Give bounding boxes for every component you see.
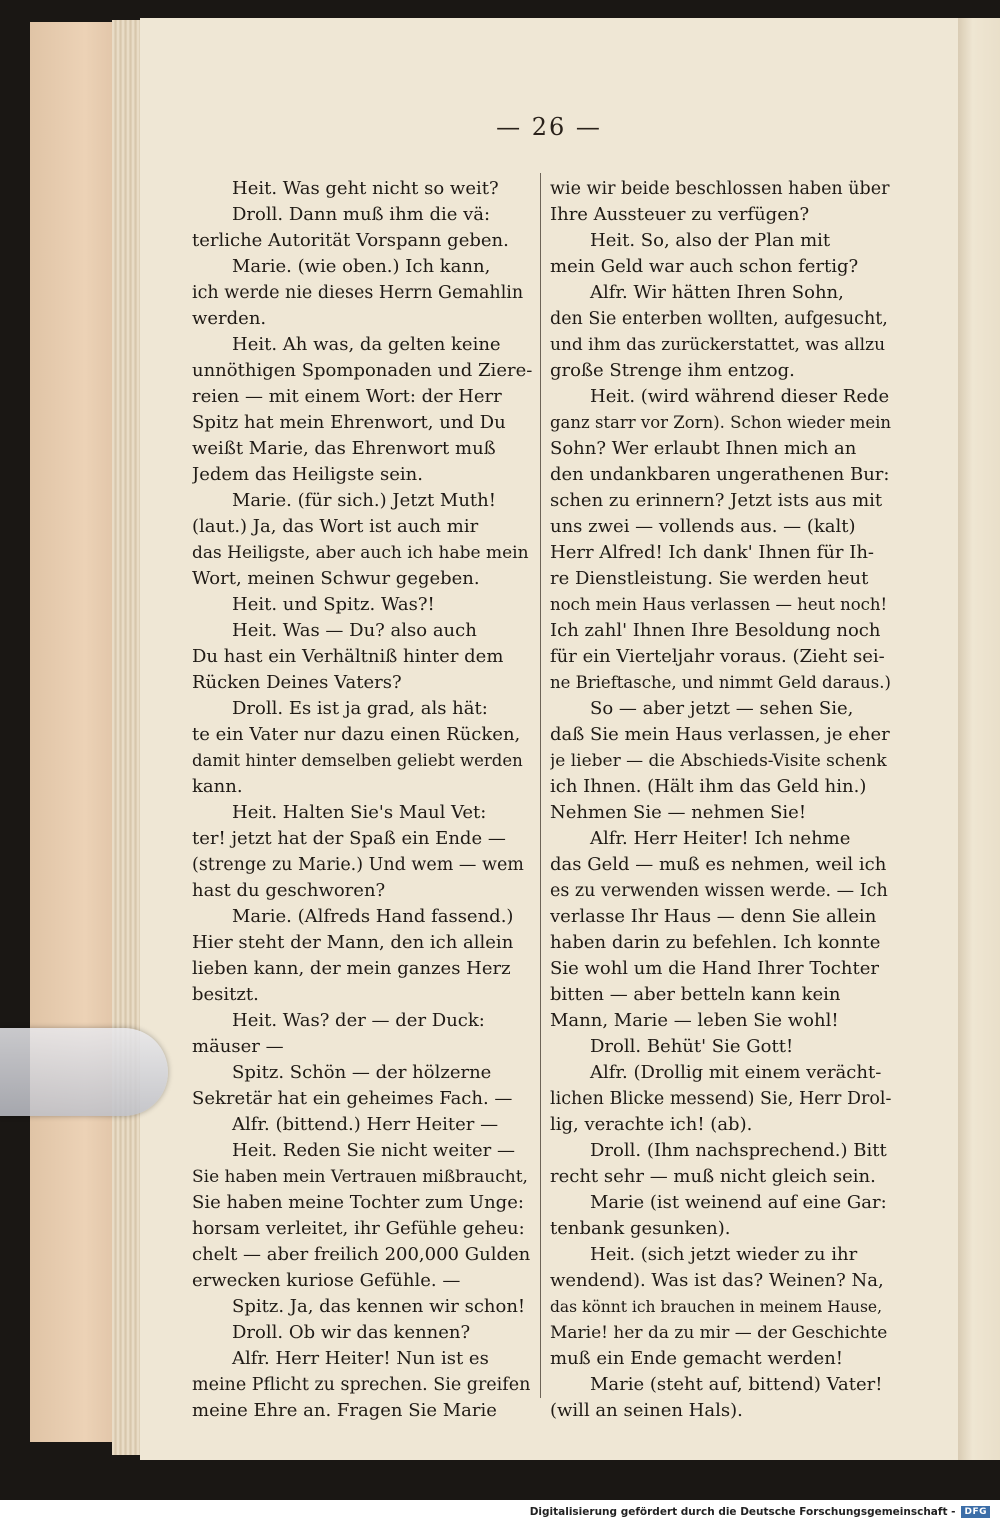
text-line: mein Geld war auch schon fertig? (550, 256, 859, 277)
text-line: Heit. Was? der — der Duck: (232, 1010, 485, 1031)
text-line: das könnt ich brauchen in meinem Hause, (550, 1298, 883, 1316)
text-line: Droll. Behüt' Sie Gott! (590, 1036, 794, 1057)
text-line: daß Sie mein Haus verlassen, je eher (550, 724, 890, 745)
text-line: lieben kann, der mein ganzes Herz (192, 958, 511, 979)
text-line: Mann, Marie — leben Sie wohl! (550, 1010, 839, 1031)
text-line: das Geld — muß es nehmen, weil ich (550, 854, 887, 875)
facing-page-edge (958, 18, 1000, 1460)
text-line: und ihm das zurückerstattet, was allzu (550, 335, 886, 355)
text-line: Heit. Halten Sie's Maul Vet: (232, 802, 487, 823)
text-line: tenbank gesunken). (550, 1218, 731, 1239)
page-number: — 26 — (496, 113, 602, 141)
scanned-page (140, 18, 958, 1460)
text-line: wie wir beide beschlossen haben über (550, 179, 890, 199)
left-column (192, 176, 532, 1424)
text-line: Jedem das Heiligste sein. (192, 464, 423, 485)
text-line: lichen Blicke messend) Sie, Herr Drol- (550, 1089, 892, 1109)
text-line: Alfr. Wir hätten Ihren Sohn, (590, 282, 844, 303)
text-line: erwecken kuriose Gefühle. — (192, 1270, 461, 1291)
text-line: Heit. (sich jetzt wieder zu ihr (590, 1244, 858, 1265)
text-line: für ein Vierteljahr voraus. (Zieht sei- (550, 646, 885, 667)
text-line: Sohn? Wer erlaubt Ihnen mich an (550, 438, 857, 459)
text-line: Rücken Deines Vaters? (192, 672, 402, 693)
text-line: Sie haben mein Vertrauen mißbraucht, (192, 1167, 528, 1187)
text-line: ich Ihnen. (Hält ihm das Geld hin.) (550, 776, 867, 797)
text-line: ter! jetzt hat der Spaß ein Ende — (192, 828, 506, 849)
text-line: Heit. Reden Sie nicht weiter — (232, 1140, 515, 1161)
text-line: lig, verachte ich! (ab). (550, 1114, 753, 1135)
text-line: verlasse Ihr Haus — denn Sie allein (550, 906, 877, 927)
text-line: bitten — aber betteln kann kein (550, 984, 841, 1005)
text-line: Droll. Ob wir das kennen? (232, 1322, 471, 1343)
text-line: Alfr. Herr Heiter! Ich nehme (590, 828, 851, 849)
text-line: Marie. (für sich.) Jetzt Muth! (232, 490, 496, 511)
text-line: Heit. Ah was, da gelten keine (232, 334, 501, 355)
text-line: werden. (192, 308, 267, 329)
text-line: Spitz hat mein Ehrenwort, und Du (192, 412, 506, 433)
text-line: wendend). Was ist das? Weinen? Na, (550, 1270, 884, 1291)
text-line: Heit. (wird während dieser Rede (590, 386, 890, 407)
text-line: Droll. (Ihm nachsprechend.) Bitt (590, 1140, 887, 1161)
dfg-logo-icon: DFG (961, 1506, 990, 1518)
text-line: muß ein Ende gemacht werden! (550, 1348, 844, 1369)
text-line: Marie (ist weinend auf eine Gar: (590, 1192, 887, 1213)
text-line: Du hast ein Verhältniß hinter dem (192, 646, 504, 667)
text-line: den Sie enterben wollten, aufgesucht, (550, 309, 888, 329)
right-column (550, 176, 892, 1424)
text-line: Sie haben meine Tochter zum Unge: (192, 1192, 524, 1213)
scan-background (0, 1460, 1000, 1500)
text-line: Droll. Es ist ja grad, als hät: (232, 698, 488, 719)
text-line: Marie. (wie oben.) Ich kann, (232, 256, 491, 277)
text-line: ganz starr vor Zorn). Schon wieder mein (550, 413, 892, 432)
text-line: Heit. So, also der Plan mit (590, 230, 831, 251)
text-line: So — aber jetzt — sehen Sie, (590, 698, 854, 719)
text-line: (strenge zu Marie.) Und wem — wem (192, 855, 524, 875)
text-line: horsam verleitet, ihr Gefühle geheu: (192, 1218, 525, 1239)
text-line: haben darin zu befehlen. Ich konnte (550, 932, 881, 953)
text-line: Spitz. Ja, das kennen wir schon! (232, 1296, 526, 1317)
text-line: schen zu erinnern? Jetzt ists aus mit (550, 490, 883, 511)
text-line: Sie wohl um die Hand Ihrer Tochter (550, 958, 879, 979)
text-line: reien — mit einem Wort: der Herr (192, 386, 502, 407)
text-line: Alfr. (Drollig mit einem verächt- (590, 1062, 882, 1083)
text-line: chelt — aber freilich 200,000 Gulden (192, 1244, 531, 1265)
text-line: den undankbaren ungerathenen Bur: (550, 464, 890, 485)
text-line: damit hinter demselben geliebt werden (192, 751, 523, 770)
text-line: ich werde nie dieses Herrn Gemahlin (192, 283, 524, 303)
text-line: Spitz. Schön — der hölzerne (232, 1062, 492, 1083)
text-line: je lieber — die Abschieds-Visite schenk (550, 751, 887, 771)
text-line: besitzt. (192, 984, 259, 1005)
text-line: Droll. Dann muß ihm die vä: (232, 204, 491, 225)
text-line: te ein Vater nur dazu einen Rücken, (192, 724, 521, 745)
text-line: Herr Alfred! Ich dank' Ihnen für Ih- (550, 542, 874, 563)
text-line: Marie (steht auf, bittend) Vater! (590, 1374, 883, 1395)
text-line: Nehmen Sie — nehmen Sie! (550, 802, 807, 823)
text-line: mäuser — (192, 1036, 284, 1057)
column-divider (540, 173, 541, 1398)
text-line: das Heiligste, aber auch ich habe mein (192, 543, 529, 563)
text-line: meine Ehre an. Fragen Sie Marie (192, 1400, 497, 1421)
text-line: es zu verwenden wissen werde. — Ich (550, 881, 888, 901)
text-line: Heit. Was — Du? also auch (232, 620, 477, 641)
text-line: Hier steht der Mann, den ich allein (192, 932, 514, 953)
text-line: Marie. (Alfreds Hand fassend.) (232, 906, 514, 927)
text-line: ne Brieftasche, und nimmt Geld daraus.) (550, 673, 891, 692)
text-line: (laut.) Ja, das Wort ist auch mir (192, 516, 479, 537)
text-line: Marie! her da zu mir — der Geschichte (550, 1323, 888, 1343)
text-line: terliche Autorität Vorspann geben. (192, 230, 509, 251)
text-line: Ich zahl' Ihnen Ihre Besoldung noch (550, 620, 881, 641)
text-line: Heit. Was geht nicht so weit? (232, 178, 499, 199)
thumb-overlay (0, 1028, 168, 1116)
text-line: recht sehr — muß nicht gleich sein. (550, 1166, 876, 1187)
text-line: re Dienstleistung. Sie werden heut (550, 568, 869, 589)
footer-credit: Digitalisierung gefördert durch die Deutsche Forschungsgemeinschaft - (529, 1505, 956, 1518)
text-line: Heit. und Spitz. Was?! (232, 594, 435, 615)
text-line: meine Pflicht zu sprechen. Sie greifen (192, 1375, 531, 1395)
footer-bar (0, 1500, 1000, 1523)
text-line: Alfr. (bittend.) Herr Heiter — (232, 1114, 499, 1135)
text-line: Alfr. Herr Heiter! Nun ist es (232, 1348, 489, 1369)
text-line: (will an seinen Hals). (550, 1400, 743, 1421)
text-line: unnöthigen Spomponaden und Ziere- (192, 360, 532, 381)
text-line: Ihre Aussteuer zu verfügen? (550, 204, 810, 225)
text-line: uns zwei — vollends aus. — (kalt) (550, 516, 856, 537)
text-line: große Strenge ihm entzog. (550, 360, 795, 381)
text-line: Wort, meinen Schwur gegeben. (192, 568, 480, 589)
text-line: kann. (192, 776, 243, 797)
text-line: hast du geschworen? (192, 880, 386, 901)
text-line: Sekretär hat ein geheimes Fach. — (192, 1088, 513, 1109)
text-line: noch mein Haus verlassen — heut noch! (550, 595, 888, 614)
text-line: weißt Marie, das Ehrenwort muß (192, 438, 496, 459)
